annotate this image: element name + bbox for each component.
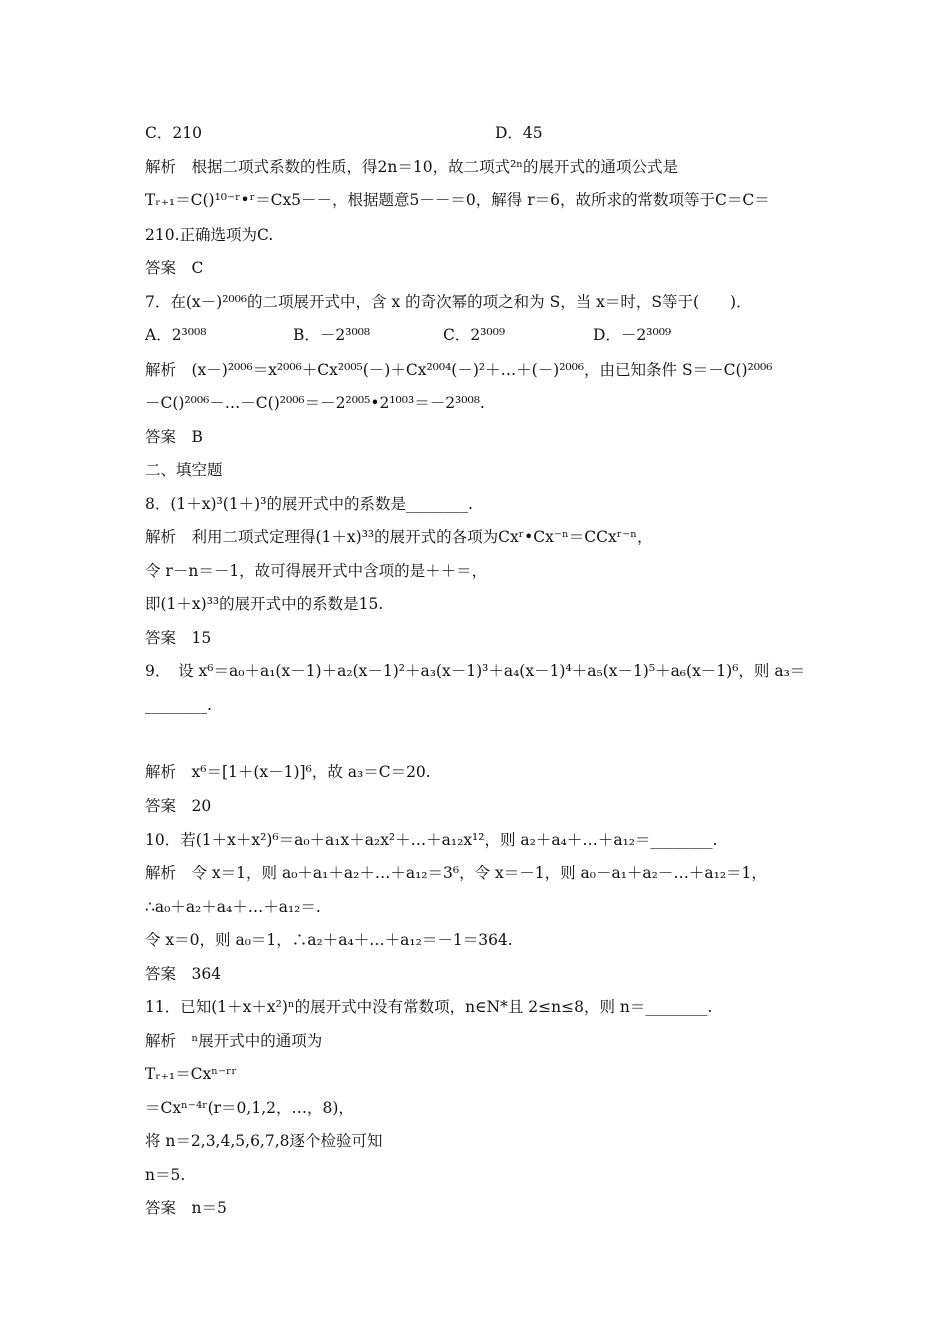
solution-line: 解析 ⁿ展开式中的通项为 [145,1032,323,1050]
solution-line: 解析 令 x＝1，则 a₀＋a₁＋a₂＋…＋a₁₂＝3⁶，令 x＝－1，则 a₀－a₁＋a₂－…＋a₁₂＝1， [145,864,767,882]
option-c: C．2³⁰⁰⁹ [443,326,506,344]
question-7: 7．在(x－)²⁰⁰⁶的二项展开式中，含 x 的奇次幂的项之和为 S，当 x＝时，S等于( )． [145,293,752,311]
option-c-line [145,123,202,143]
solution-line: 解析 根据二项式系数的性质，得2n＝10，故二项式²ⁿ的展开式的通项公式是 [145,158,678,176]
answer-line: 答案 n＝5 [145,1199,227,1217]
question-10: 10．若(1＋x＋x²)⁶＝a₀＋a₁x＋a₂x²＋…＋a₁₂x¹²，则 a₂＋a₄＋…＋a₁₂＝________. [145,831,718,849]
solution-line: 令 x＝0，则 a₀＝1，∴a₂＋a₄＋…＋a₁₂＝－1＝364. [145,931,513,949]
solution-line: n＝5. [145,1166,186,1184]
answer-line: 答案 364 [145,965,222,983]
answer-line: 答案 B [145,428,203,446]
solution-line: ＝Cxⁿ⁻⁴ʳ(r＝0,1,2，…，8)， [145,1099,354,1117]
option-c: C．210 [145,124,202,142]
solution-line: 解析 利用二项式定理得(1＋x)³³的展开式的各项为Cxʳ•Cx⁻ⁿ＝CCxʳ⁻ⁿ， [145,528,653,546]
solution-line: 将 n＝2,3,4,5,6,7,8逐个检验可知 [145,1132,383,1150]
solution-line: 解析 (x－)²⁰⁰⁶＝x²⁰⁰⁶＋Cx²⁰⁰⁵(－)＋Cx²⁰⁰⁴(－)²＋…＋(－)²⁰⁰⁶，由已知条件 S＝－C()²⁰⁰⁶ [145,361,773,379]
solution-line: 即(1＋x)³³的展开式中的系数是15. [145,595,384,613]
option-b: B．－2³⁰⁰⁸ [293,326,371,344]
solution-line: Tᵣ₊₁＝C()¹⁰⁻ʳ•ʳ＝Cx5－－，根据题意5－－＝0，解得 r＝6，故所求的常数项等于C＝C＝ [145,191,770,209]
solution-line: 210.正确选项为C. [145,226,274,244]
solution-line: Tᵣ₊₁＝Cxⁿ⁻ʳʳ [145,1065,237,1083]
answer-line: 答案 C [145,259,204,277]
solution-line: ∴a₀＋a₂＋a₄＋…＋a₁₂＝. [145,898,321,916]
solution-line: 解析 x⁶＝[1＋(x－1)]⁶，故 a₃＝C＝20. [145,763,431,781]
question-11: 11．已知(1＋x＋x²)ⁿ的展开式中没有常数项，n∈N*且 2≤n≤8，则 n＝________. [145,998,713,1016]
question-8: 8．(1＋x)³(1＋)³的展开式中的系数是________. [145,495,473,513]
option-d: D．－2³⁰⁰⁹ [593,326,672,344]
question-9: 9． 设 x⁶＝a₀＋a₁(x－1)＋a₂(x－1)²＋a₃(x－1)³＋a₄(x－1)⁴＋a₅(x－1)⁵＋a₆(x－1)⁶，则 a₃＝ [145,662,806,680]
answer-line: 答案 15 [145,629,212,647]
answer-line: 答案 20 [145,797,212,815]
solution-line: 令 r－n＝－1，故可得展开式中含项的是＋＋＝， [145,562,488,580]
option-d: D．45 [495,124,543,142]
section-heading: 二、填空题 [145,461,223,479]
solution-line: －C()²⁰⁰⁶－…－C()²⁰⁰⁶＝－2²⁰⁰⁵•2¹⁰⁰³＝－2³⁰⁰⁸. [145,394,485,412]
question-9-blank: ________. [145,696,212,714]
option-a: A．2³⁰⁰⁸ [145,326,207,344]
